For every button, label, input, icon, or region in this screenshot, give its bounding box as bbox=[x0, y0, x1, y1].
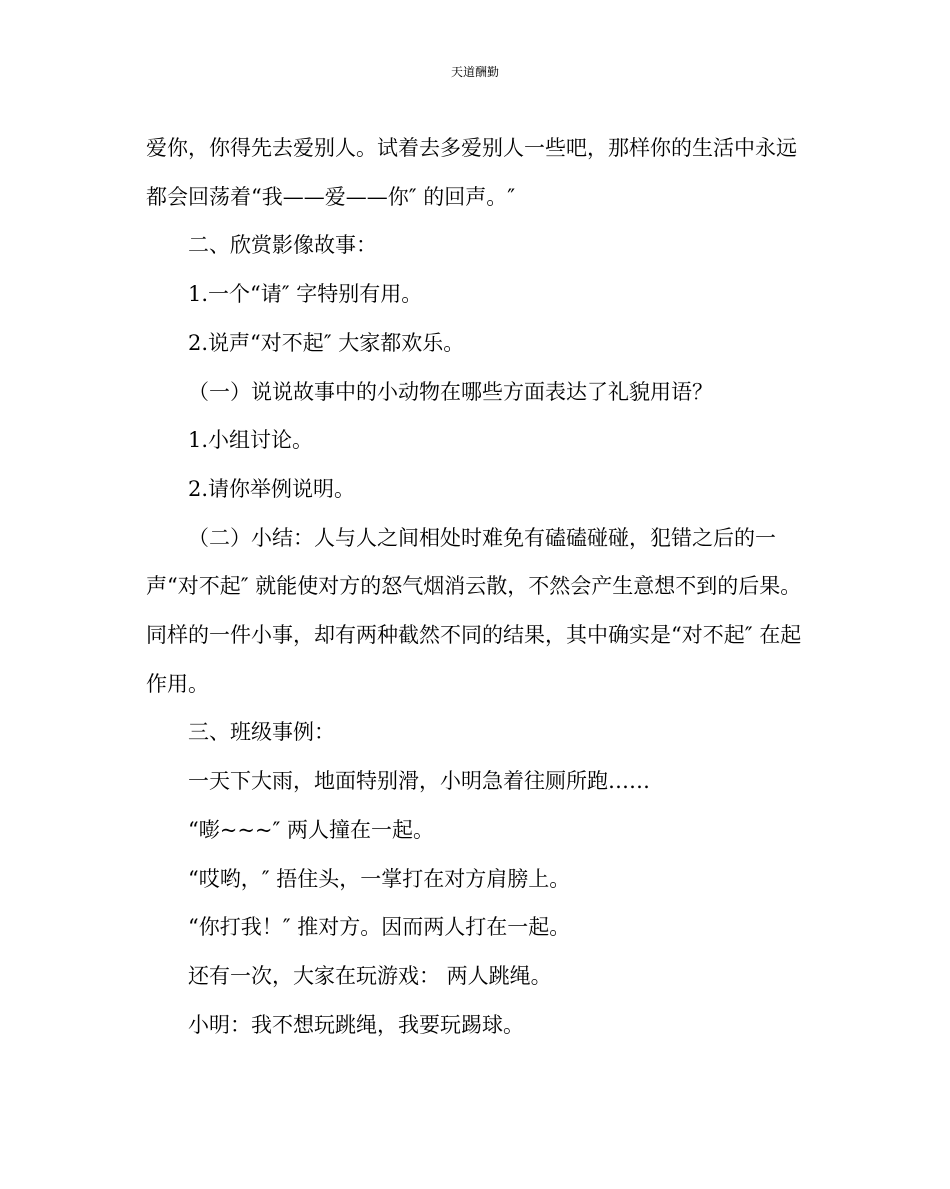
section-heading-video-story: 二、欣赏影像故事： bbox=[188, 233, 377, 258]
list-item-examples: 2.请你举例说明。 bbox=[188, 476, 356, 501]
list-item-sorry: 2.说声“对不起″ 大家都欢乐。 bbox=[188, 330, 465, 355]
paragraph-you-hit-me: “你打我！″ 推对方。因而两人打在一起。 bbox=[188, 915, 571, 940]
page-header bbox=[0, 64, 950, 80]
paragraph-rainy-day: 一天下大雨，地面特别滑，小明急着往厕所跑…… bbox=[188, 769, 650, 794]
paragraph-ouch: “哎哟，″ 捂住头，一掌打在对方肩膀上。 bbox=[188, 866, 571, 891]
subsection-question: （一）说说故事中的小动物在哪些方面表达了礼貌用语？ bbox=[188, 379, 713, 404]
paragraph-game: 还有一次，大家在玩游戏： 两人跳绳。 bbox=[188, 963, 552, 988]
section-heading-class-example: 三、班级事例： bbox=[188, 720, 335, 745]
document-body bbox=[146, 124, 806, 1049]
list-item-please: 1.一个“请″ 字特别有用。 bbox=[188, 282, 423, 307]
header-title: 天道酬勤 bbox=[450, 65, 499, 79]
paragraph-bump: “嘭~~~″ 两人撞在一起。 bbox=[188, 817, 435, 842]
list-item-group-discussion: 1.小组讨论。 bbox=[188, 428, 314, 453]
paragraph-xiaoming: 小明：我不想玩跳绳，我要玩踢球。 bbox=[188, 1012, 524, 1037]
paragraph-intro-continuation: 爱你，你得先去爱别人。试着去多爱别人一些吧，那样你的生活中永远都会回荡着“我——爱——你″ 的回声。″ bbox=[146, 136, 797, 209]
paragraph-summary: （二）小结：人与人之间相处时难免有磕磕碰碰，犯错之后的一声“对不起″ 就能使对方的怒气烟消云散，不然会产生意想不到的后果。同样的一件小事，却有两种截然不同的结果，其中确实是“对不起″ 在起作用。 bbox=[146, 525, 802, 696]
